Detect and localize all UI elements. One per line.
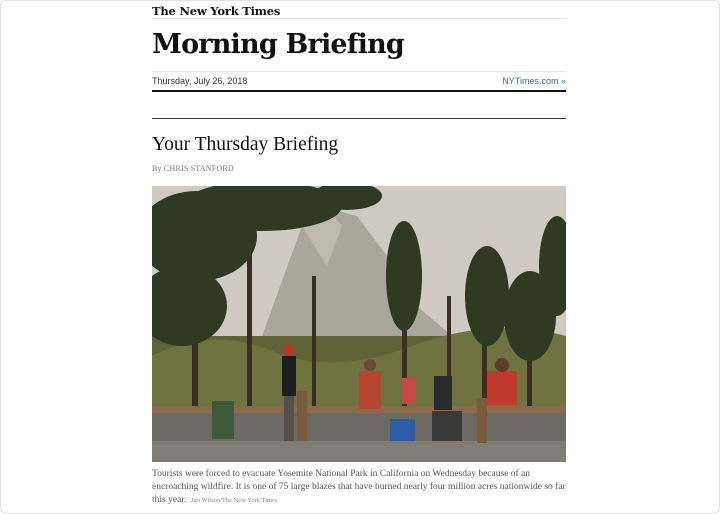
divider-thin (152, 118, 566, 119)
nyt-logo[interactable] (152, 0, 566, 19)
divider-thick (152, 90, 566, 92)
nyt-logo-text: The New York Times (152, 4, 281, 18)
newsletter-column (152, 0, 566, 507)
article-photo[interactable] (152, 186, 566, 462)
yosemite-photo (152, 186, 566, 462)
photo-credit: Jim Wilson/The New York Times (190, 497, 278, 504)
dateline (152, 71, 566, 89)
caption-text: Tourists were forced to evacuate Yosemite National Park in California on Wednesday because of an encroaching wildfire. It is one of 75 large blazes that have burned nearly four million acres nationwide so far this year. (152, 469, 566, 505)
newsletter-title: Morning Briefing (152, 29, 404, 60)
article-byline: By CHRIS STANFORD (152, 164, 234, 173)
issue-date: Thursday, July 26, 2018 (152, 75, 248, 86)
nytimes-link[interactable]: NYTimes.com » (502, 75, 566, 86)
article-headline[interactable]: Your Thursday Briefing (152, 134, 339, 155)
photo-caption (152, 468, 566, 507)
